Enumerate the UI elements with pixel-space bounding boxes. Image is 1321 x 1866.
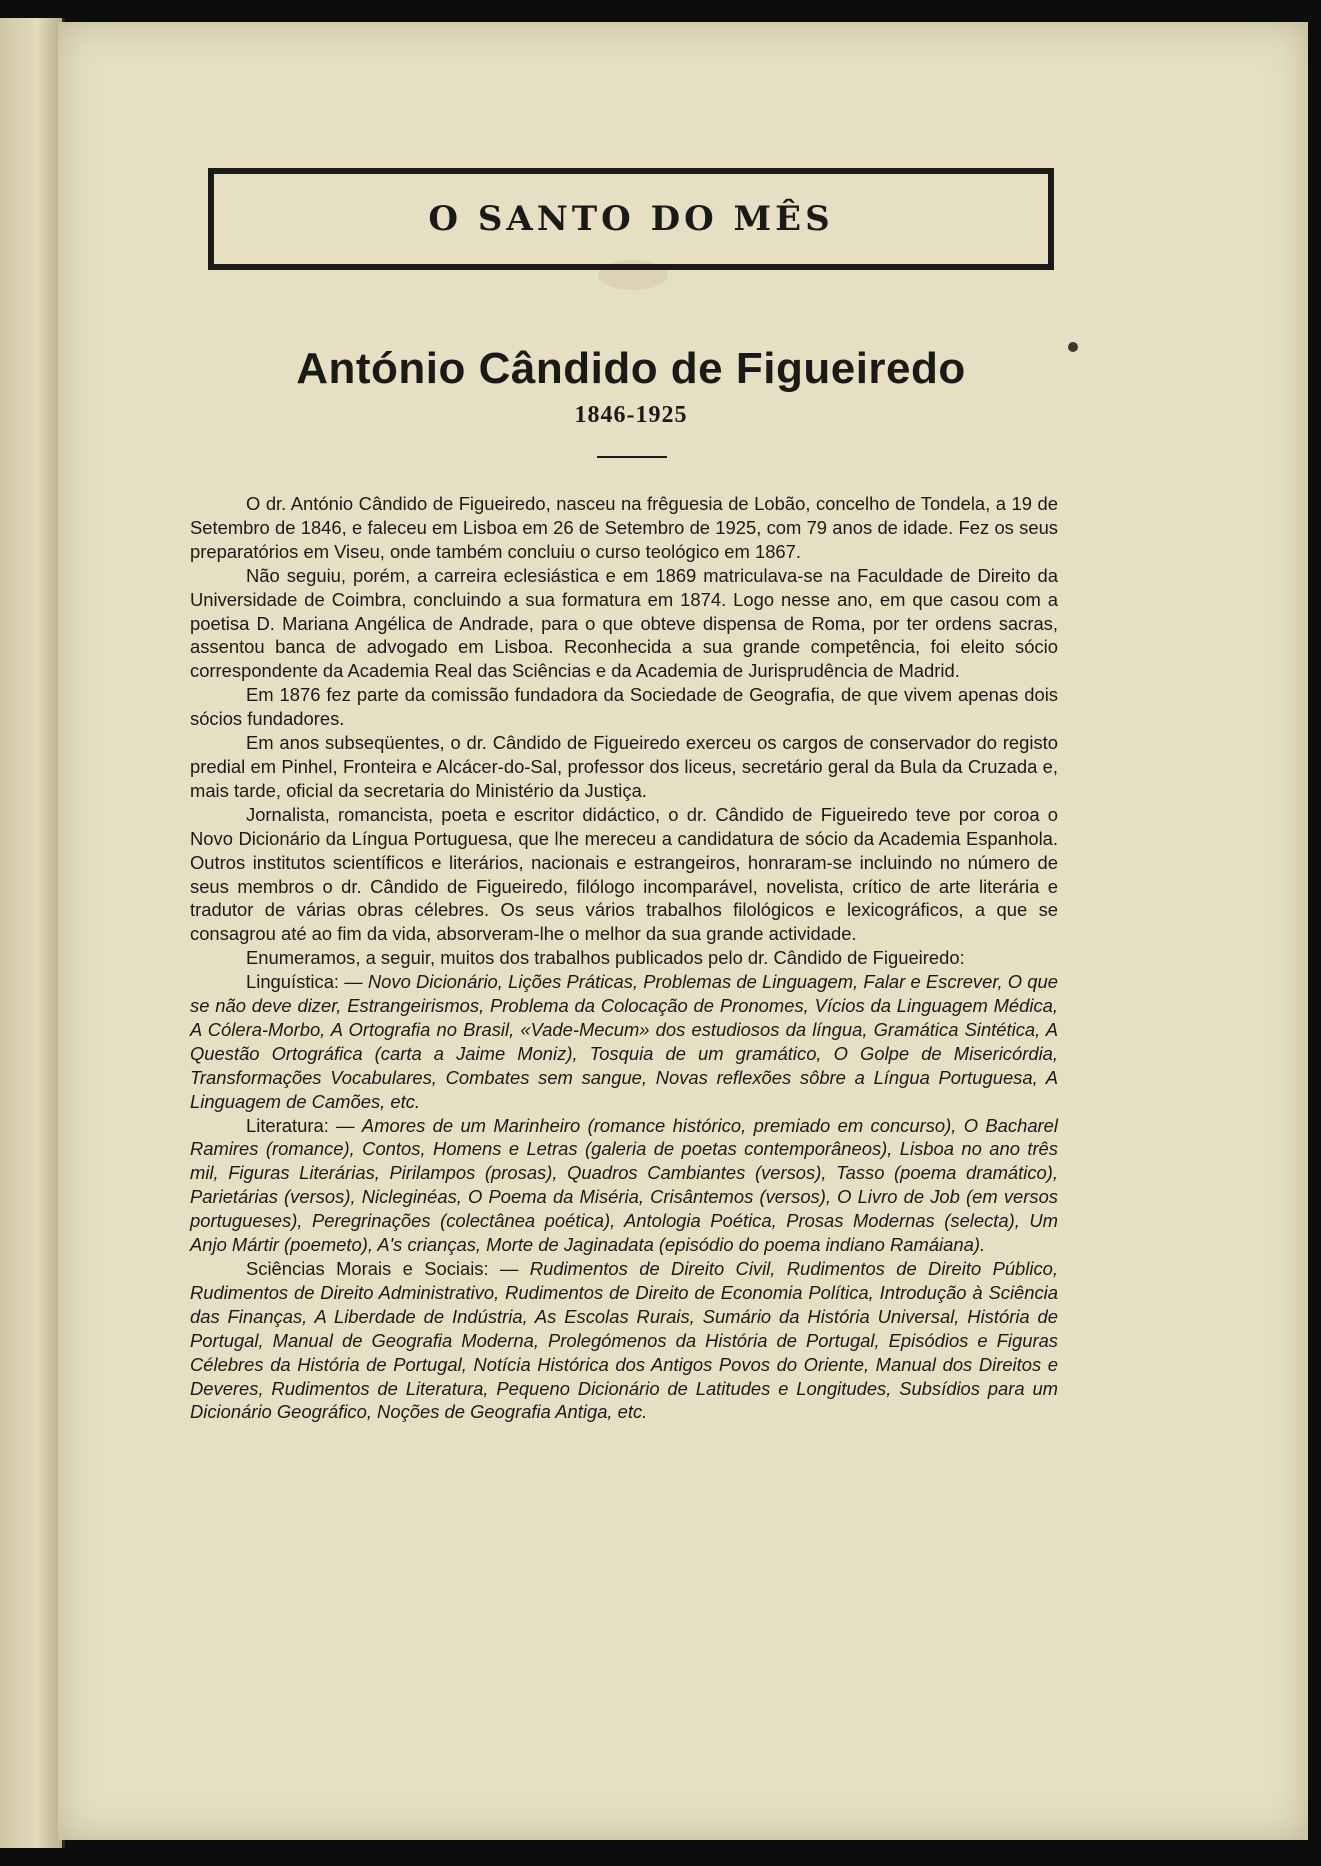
paragraph: Enumeramos, a seguir, muitos dos trabalhos publicados pelo dr. Cândido de Figueiredo: — [246, 947, 965, 969]
works-literatura — [190, 1114, 1058, 1257]
paragraph: O dr. António Cândido de Figueiredo, nasceu na frêguesia de Lobão, concelho de Tondela, a 19 de Setembro de 1846, e faleceu em Lisboa em 26 de Setembro de 1925, com 79 anos de idade. Fez os seus preparatórios em Viseu, onde também concluiu o curso teológico em 1867. — [190, 493, 1058, 562]
title-rule — [597, 456, 667, 458]
previous-page-edge — [0, 18, 65, 1848]
article-title: António Cândido de Figueiredo — [296, 344, 966, 393]
works-category: Linguística: — — [246, 971, 368, 993]
works-category: Sciências Morais e Sociais: — — [246, 1258, 530, 1279]
works-titles: Rudimentos de Direito Civil, Rudimentos de Direito Público, Rudimentos de Direito Administrativo, Rudimentos de Direito de Economia Política, Introdução à Sciência das Finanças, A Liberdade de Indústria, As Escolas Rurais, Sumário da História Universal, História de Portugal, Manual de Geografia Moderna, Prolegómenos da História de Portugal, Episódios e Figuras Célebres da História de Portugal, Notícia Histórica dos Antigos Povos do Oriente, Manual dos Direitos e Deveres, Rudimentos de Literatura, Pequeno Dicionário de Latitudes e Longitudes, Subsídios para um Dicionário Geográfico, Noções de Geografia Antiga, etc. — [190, 1258, 1058, 1423]
works-titles: Novo Dicionário, Lições Práticas, Problemas de Linguagem, Falar e Escrever, O que se não deve dizer, Estrangeirismos, Problema da Colocação de Pronomes, Vícios da Linguagem Médica, A Cólera-Morbo, A Ortografia no Brasil, «Vade-Mecum» dos estudiosos da língua, Gramática Sintética, A Questão Ortográfica (carta a Jaime Moniz), Tosquia de um gramático, O Golpe de Misericórdia, Transformações Vocabulares, Combates sem sangue, Novas reflexões sôbre a Língua Portuguesa, A Linguagem de Camões, etc. — [190, 971, 1058, 1112]
paragraph: Não seguiu, porém, a carreira eclesiástica e em 1869 matriculava-se na Faculdade de Direito da Universidade de Coimbra, concluindo a sua formatura em 1874. Logo nesse ano, em que casou com a poetisa D. Mariana Angélica de Andrade, para o que obteve dispensa de Roma, por ter ordens sacras, assentou banca de advogado em Lisboa. Reconhecida a sua grande competência, foi eleito sócio correspondente da Academia Real das Sciências e da Academia de Jurisprudência de Madrid. — [190, 564, 1058, 682]
section-header: O SANTO DO MÊS — [428, 199, 834, 239]
article-body — [190, 492, 1058, 1424]
paragraph: Em anos subseqüentes, o dr. Cândido de Figueiredo exerceu os cargos de conservador do registo predial em Pinhel, Fronteira e Alcácer-do-Sal, professor dos liceus, secretário geral da Bula da Cruzada e, mais tarde, oficial da secretaria do Ministério da Justiça. — [190, 732, 1058, 801]
works-category: Literatura: — — [246, 1114, 362, 1136]
paragraph: Em 1876 fez parte da comissão fundadora da Sociedade de Geografia, de que vivem apenas dois sócios fundadores. — [190, 684, 1058, 730]
works-titles: Amores de um Marinheiro (romance histórico, premiado em concurso), O Bacharel Ramires (romance), Contos, Homens e Letras (galeria de poetas contemporâneos), Lisboa no ano três mil, Figuras Literárias, Pirilampos (prosas), Quadros Cambiantes (versos), Tasso (poema dramático), Parietárias (versos), Nicleginéas, O Poema da Miséria, Crisântemos (versos), O Livro de Job (em versos portugueses), Peregrinações (colectânea poética), Antologia Poética, Prosas Modernas (selecta), Um Anjo Mártir (poemeto), A's crianças, Morte de Jaginadata (episódio do poema indiano Ramáiana). — [190, 1114, 1058, 1256]
page — [58, 22, 1308, 1840]
paragraph: Jornalista, romancista, poeta e escritor didáctico, o dr. Cândido de Figueiredo teve por coroa o Novo Dicionário da Língua Portuguesa, que lhe mereceu a candidatura de sócio da Academia Espanhola. Outros institutos scientíficos e literários, nacionais e estrangeiros, honraram-se incluindo no número de seus membros o dr. Cândido de Figueiredo, filólogo incomparável, novelista, crítico de arte literária e tradutor de várias obras célebres. Os seus vários trabalhos filológicos e lexicográficos, a que se consagrou até ao fim da vida, absorveram-lhe o melhor da sua grande actividade. — [190, 803, 1058, 945]
works-sciencias — [190, 1257, 1058, 1424]
works-list — [190, 970, 1058, 1424]
section-header-box — [208, 168, 1054, 270]
article-dates: 1846-1925 — [574, 402, 688, 428]
works-linguistica — [190, 970, 1058, 1113]
ink-dot — [1068, 342, 1078, 352]
